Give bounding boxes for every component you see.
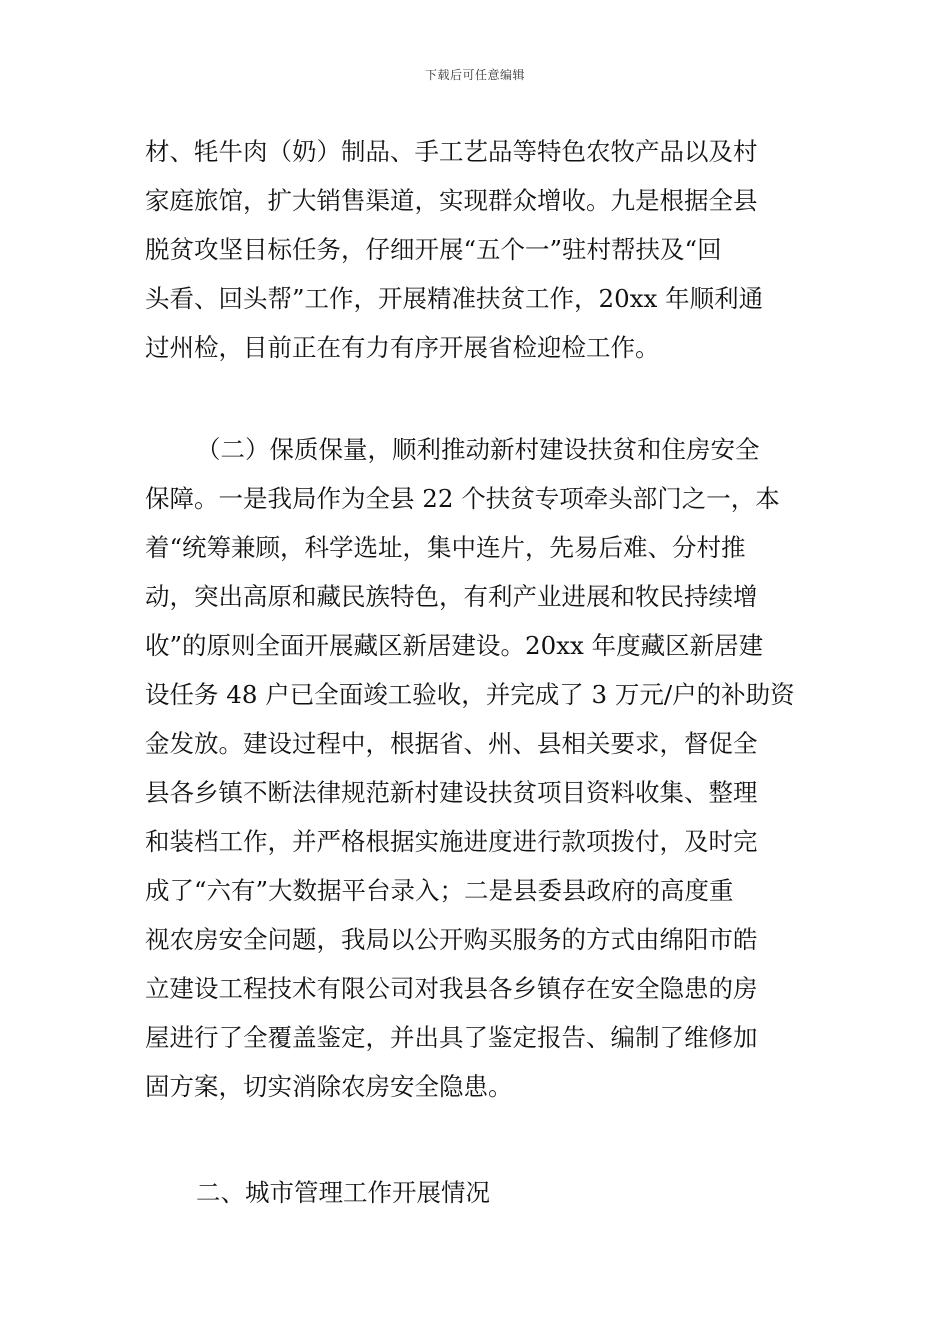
paragraph-line: 和装档工作，并严格根据实施进度进行款项拨付，及时完 [145,827,758,856]
paragraph-line: 视农房安全问题，我局以公开购买服务的方式由绵阳市皓 [145,925,758,954]
paragraph-line: 立建设工程技术有限公司对我县各乡镇存在安全隐患的房 [145,974,758,1003]
paragraph-line: 县各乡镇不断法律规范新村建设扶贫项目资料收集、整理 [145,778,758,807]
paragraph-line: 收”的原则全面开展藏区新居建设。20xx 年度藏区新居建 [145,631,764,660]
paragraph-line: 着“统筹兼顾，科学选址，集中连片，先易后难、分村推 [145,533,746,562]
paragraph-line: 保障。一是我局作为全县 22 个扶贫专项牵头部门之一，本 [145,484,780,513]
paragraph-line: 屋进行了全覆盖鉴定，并出具了鉴定报告、编制了维修加 [145,1023,758,1052]
paragraph-line: 固方案，切实消除农房安全隐患。 [145,1072,513,1101]
paragraph-line: 动，突出高原和藏民族特色，有利产业进展和牧民持续增 [145,582,758,611]
paragraph-heading-line: （二）保质保量，顺利推动新村建设扶贫和住房安全 [196,435,760,464]
paragraph-line: 家庭旅馆，扩大销售渠道，实现群众增收。九是根据全县 [145,186,758,215]
paragraph-line: 金发放。建设过程中，根据省、州、县相关要求，督促全 [145,729,758,758]
section-heading: 二、城市管理工作开展情况 [196,1178,490,1207]
paragraph-line: 设任务 48 户已全面竣工验收，并完成了 3 万元/户的补助资 [145,680,795,709]
paragraph-line: 脱贫攻坚目标任务，仔细开展“五个一”驻村帮扶及“回 [145,235,722,264]
paragraph-line: 头看、回头帮”工作，开展精准扶贫工作，20xx 年顺利通 [145,284,764,313]
paragraph-line: 材、牦牛肉（奶）制品、手工艺品等特色农牧产品以及村 [145,137,758,166]
paragraph-line: 过州检，目前正在有力有序开展省检迎检工作。 [145,333,660,362]
paragraph-line: 成了“六有”大数据平台录入；二是县委县政府的高度重 [145,876,734,905]
page-header-note: 下载后可任意编辑 [424,68,525,82]
